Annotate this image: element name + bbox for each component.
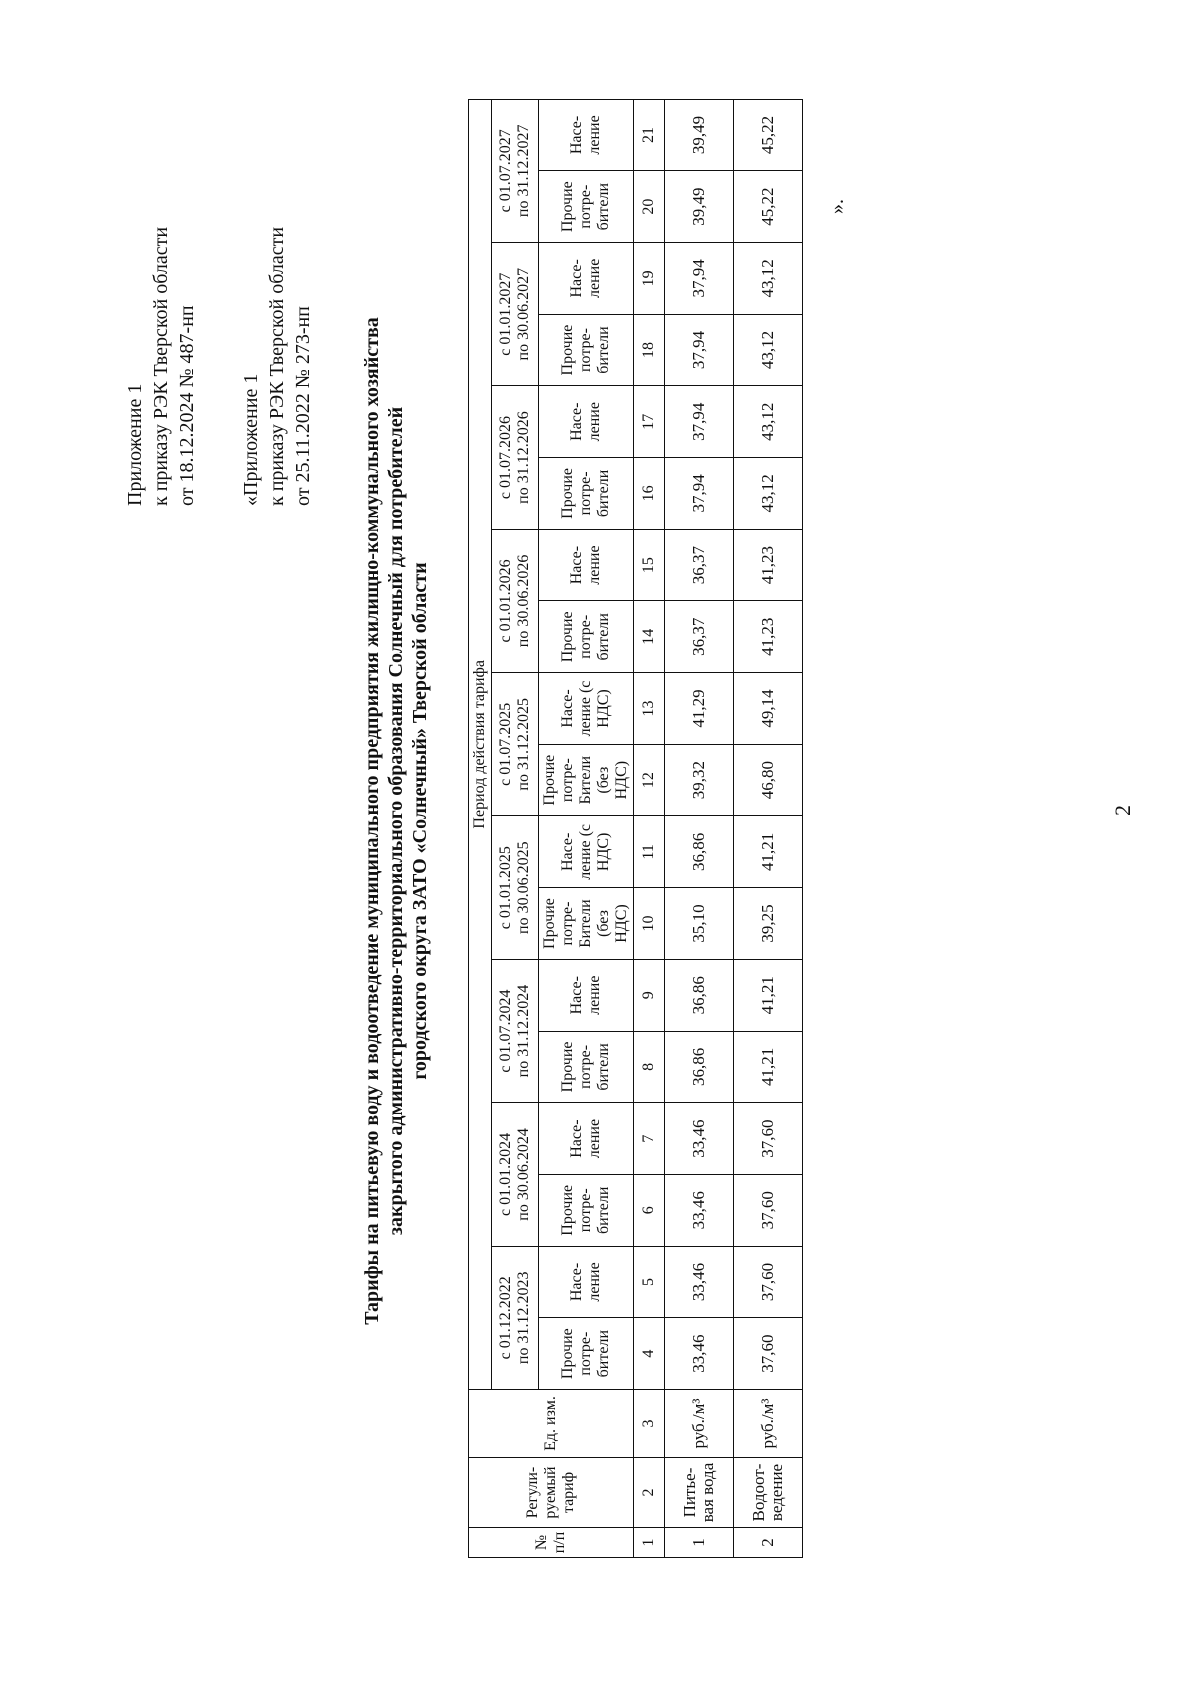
appendix-header-old	[238, 227, 316, 506]
period-range: с 01.01.2025 по 30.06.2025	[492, 816, 539, 959]
column-number: 20	[634, 171, 665, 243]
category-other-consumers: Прочие потре-бители	[539, 1318, 634, 1390]
category-other-consumers: Прочие потре-бители	[539, 314, 634, 386]
tariff-value: 36,86	[665, 959, 734, 1031]
tariff-value: 49,14	[734, 673, 803, 745]
tariff-value: 36,37	[665, 529, 734, 601]
header-row	[469, 99, 492, 1557]
tariff-value: 41,29	[665, 673, 734, 745]
tariff-value: 43,12	[734, 243, 803, 315]
tariff-value: 41,21	[734, 1031, 803, 1103]
col-header-no: № п/п	[469, 1528, 634, 1558]
category-population: Насе-ление	[539, 959, 634, 1031]
tariff-value: 37,60	[734, 1174, 803, 1246]
closing-quote-mark: ».	[826, 199, 848, 214]
tariff-value: 43,12	[734, 314, 803, 386]
category-population: Насе-ление	[539, 99, 634, 171]
tariff-value: 35,10	[665, 888, 734, 960]
row-tariff-name: Водоот-ведение	[734, 1458, 803, 1528]
tariff-value: 36,37	[665, 601, 734, 673]
tariff-value: 39,32	[665, 744, 734, 816]
period-range: с 01.07.2027 по 31.12.2027	[492, 99, 539, 242]
column-number: 3	[634, 1390, 665, 1458]
tariff-value: 41,23	[734, 601, 803, 673]
tariff-value: 43,12	[734, 386, 803, 458]
tariff-value: 37,94	[665, 458, 734, 530]
column-number: 2	[634, 1458, 665, 1528]
row-unit: руб./м³	[665, 1390, 734, 1458]
table-row	[734, 99, 803, 1557]
column-number: 12	[634, 744, 665, 816]
column-number: 15	[634, 529, 665, 601]
tariff-value: 33,46	[665, 1246, 734, 1318]
period-header: Период действия тарифа	[469, 99, 492, 1389]
column-number: 10	[634, 888, 665, 960]
tariff-value: 39,25	[734, 888, 803, 960]
category-population: Насе-ление	[539, 1103, 634, 1175]
category-other-consumers: Прочие потре-бители	[539, 458, 634, 530]
column-number: 19	[634, 243, 665, 315]
title-line: закрытого административно-территориального образования Солнечный для потребителей	[385, 406, 407, 1236]
tariff-value: 41,23	[734, 529, 803, 601]
page-number: 2	[1110, 805, 1135, 816]
table-row	[665, 99, 734, 1557]
period-range: с 01.12.2022 по 31.12.2023	[492, 1246, 539, 1389]
col-header-tariff: Регули-руемый тариф	[469, 1458, 634, 1528]
consumer-category-row	[539, 99, 634, 1557]
column-number: 14	[634, 601, 665, 673]
column-number: 18	[634, 314, 665, 386]
category-population: Насе-ление	[539, 1246, 634, 1318]
column-number: 1	[634, 1528, 665, 1558]
category-other-consumers: Прочие потре-бители	[539, 1174, 634, 1246]
appendix-header-line: от 25.11.2022 № 273-нп	[292, 306, 314, 506]
column-number: 21	[634, 99, 665, 171]
row-unit: руб./м³	[734, 1390, 803, 1458]
appendix-header-line: «Приложение 1	[240, 373, 262, 506]
category-other-consumers: Прочие потре-бители	[539, 601, 634, 673]
appendix-header-line: Приложение 1	[124, 383, 146, 506]
period-range-row	[492, 99, 539, 1557]
appendix-header-line: от 18.12.2024 № 487-нп	[176, 305, 198, 506]
appendix-header-new	[122, 227, 200, 506]
tariff-value: 33,46	[665, 1174, 734, 1246]
tariff-value: 37,94	[665, 243, 734, 315]
column-number: 8	[634, 1031, 665, 1103]
tariff-value: 45,22	[734, 171, 803, 243]
tariff-table	[468, 99, 803, 1558]
tariff-value: 33,46	[665, 1103, 734, 1175]
row-number: 2	[734, 1528, 803, 1558]
tariff-value: 41,21	[734, 959, 803, 1031]
column-number: 7	[634, 1103, 665, 1175]
tariff-value: 36,86	[665, 816, 734, 888]
period-range: с 01.07.2026 по 31.12.2026	[492, 386, 539, 529]
column-number: 9	[634, 959, 665, 1031]
category-population: Насе-ление (с НДС)	[539, 816, 634, 888]
period-range: с 01.01.2024 по 30.06.2024	[492, 1103, 539, 1246]
column-number: 6	[634, 1174, 665, 1246]
tariff-value: 43,12	[734, 458, 803, 530]
appendix-header-line: к приказу РЭК Тверской области	[150, 226, 172, 506]
tariff-value: 37,60	[734, 1318, 803, 1390]
column-number: 5	[634, 1246, 665, 1318]
tariff-value: 46,80	[734, 744, 803, 816]
period-range: с 01.01.2027 по 30.06.2027	[492, 243, 539, 386]
row-number: 1	[665, 1528, 734, 1558]
column-number: 16	[634, 458, 665, 530]
tariff-value: 36,86	[665, 1031, 734, 1103]
category-population: Насе-ление (с НДС)	[539, 673, 634, 745]
period-range: с 01.01.2026 по 30.06.2026	[492, 529, 539, 672]
tariff-value: 41,21	[734, 816, 803, 888]
tariff-value: 45,22	[734, 99, 803, 171]
column-number: 17	[634, 386, 665, 458]
tariff-value: 37,60	[734, 1246, 803, 1318]
column-number: 13	[634, 673, 665, 745]
category-other-consumers: Прочие потре-Бители (без НДС)	[539, 888, 634, 960]
period-range: с 01.07.2024 по 31.12.2024	[492, 959, 539, 1102]
tariff-value: 37,60	[734, 1103, 803, 1175]
category-other-consumers: Прочие потре-бители	[539, 1031, 634, 1103]
tariff-value: 39,49	[665, 171, 734, 243]
tariff-value: 37,94	[665, 314, 734, 386]
column-number: 11	[634, 816, 665, 888]
tariff-value: 33,46	[665, 1318, 734, 1390]
row-tariff-name: Питье-вая вода	[665, 1458, 734, 1528]
category-other-consumers: Прочие потре-бители	[539, 171, 634, 243]
category-population: Насе-ление	[539, 243, 634, 315]
title-line: Тарифы на питьевую воду и водоотведение муниципального предприятия жилищно-коммунального хозяйства	[361, 317, 383, 1325]
period-range: с 01.07.2025 по 31.12.2025	[492, 673, 539, 816]
column-number: 4	[634, 1318, 665, 1390]
document-title	[360, 206, 432, 1436]
tariff-value: 37,94	[665, 386, 734, 458]
category-population: Насе-ление	[539, 529, 634, 601]
col-header-unit: Ед. изм.	[469, 1390, 634, 1458]
category-population: Насе-ление	[539, 386, 634, 458]
category-other-consumers: Прочие потре-Бители (без НДС)	[539, 744, 634, 816]
column-number-row	[634, 99, 665, 1557]
appendix-header-line: к приказу РЭК Тверской области	[266, 226, 288, 506]
tariff-value: 39,49	[665, 99, 734, 171]
title-line: городского округа ЗАТО «Солнечный» Тверской области	[409, 562, 431, 1080]
